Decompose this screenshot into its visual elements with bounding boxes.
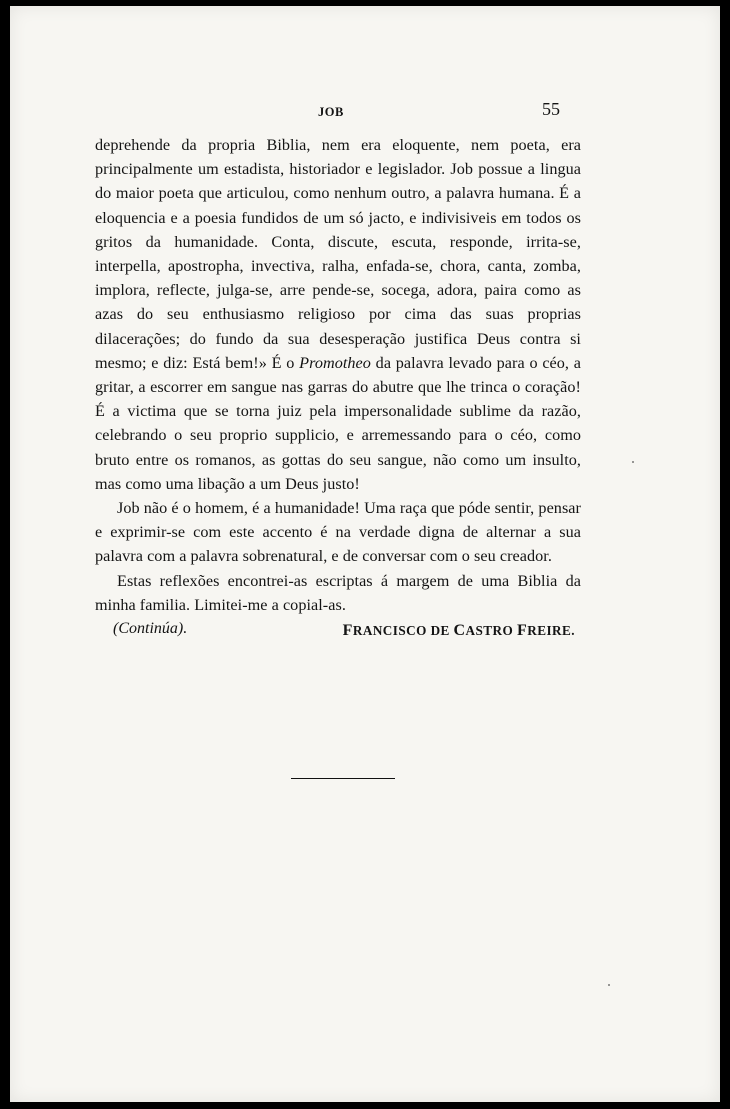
line: Job não é o homem, é a humanidade! Uma raça que póde sentir, <box>117 499 535 518</box>
author-initial: F <box>342 622 353 640</box>
line: da palavra levado para o céo, a gritar, a escorrer <box>95 353 581 397</box>
author-part: ASTRO <box>465 623 517 639</box>
line: escuta, responde, irrita-se, interpella, apostropha, invectiva, ralha, <box>95 232 581 276</box>
line: indivisiveis em todos os gritos da humanidade. Conta, discute, <box>95 208 582 251</box>
section-rule <box>291 778 395 779</box>
page-number: 55 <box>542 99 560 119</box>
line: da minha familia. Limitei-me a copial-as. <box>95 571 581 614</box>
line: humana. É a eloquencia e a poesia fundidos de um só jacto, e <box>95 184 581 227</box>
line: religioso por cima das suas proprias dilacerações; do fundo da sua <box>95 305 581 348</box>
line: victima que se torna juiz pela impersonalidade sublime da razão, <box>127 402 581 421</box>
author-signature <box>343 622 575 640</box>
paper-speck <box>608 984 610 986</box>
line: em sangue nas garras do abutre que lhe trinca o coração! É a <box>95 378 581 421</box>
paper-speck <box>632 461 634 463</box>
paragraph-3 <box>95 569 581 617</box>
line: alternar a sua palavra com a palavra sobrenatural, e de conversar <box>95 523 581 566</box>
line: principalmente um estadista, historiador e legislador. Job possue a <box>95 160 536 179</box>
paragraph-2 <box>95 496 581 569</box>
line: Estas reflexões encontrei-as escriptas á margem de uma Biblia <box>117 571 558 590</box>
signature-line <box>95 619 581 647</box>
line: pende-se, socega, adora, paira como as azas do seu enthusiasmo <box>95 281 581 324</box>
author-part: REIRE. <box>527 623 575 639</box>
italic-word: Promotheo <box>299 353 371 372</box>
line: um insulto, mas como uma libação a um Deus justo! <box>95 450 581 493</box>
line: lingua do maior poeta que articulou, como nenhum outro, a palavra <box>95 160 581 203</box>
line: com o seu creador. <box>429 547 552 566</box>
line: É o <box>271 353 300 372</box>
continua-note: (Continúa). <box>113 620 188 638</box>
paragraph-1 <box>95 133 581 496</box>
running-head <box>10 99 720 121</box>
author-part: RANCISCO DE <box>352 623 454 639</box>
line: como bruto entre os romanos, as gottas do seu sangue, não como <box>95 426 581 469</box>
line: pensar e exprimir-se com este accento é na verdade digna de <box>95 499 581 542</box>
line: enfada-se, chora, canta, zomba, implora, reflecte, julga-se, arre <box>95 257 581 300</box>
line: celebrando o seu proprio supplicio, e arremessando para o céo, <box>95 426 538 445</box>
running-title: JOB <box>318 105 344 119</box>
author-initial: F <box>516 622 528 640</box>
author-initial: C <box>453 622 466 640</box>
line: desesperação justifica Deus contra si mesmo; e diz: Está bem!» <box>95 329 581 372</box>
body-text <box>95 133 581 647</box>
book-page <box>10 6 720 1102</box>
line: deprehende da propria Biblia, nem era eloquente, nem poeta, era <box>95 136 581 154</box>
